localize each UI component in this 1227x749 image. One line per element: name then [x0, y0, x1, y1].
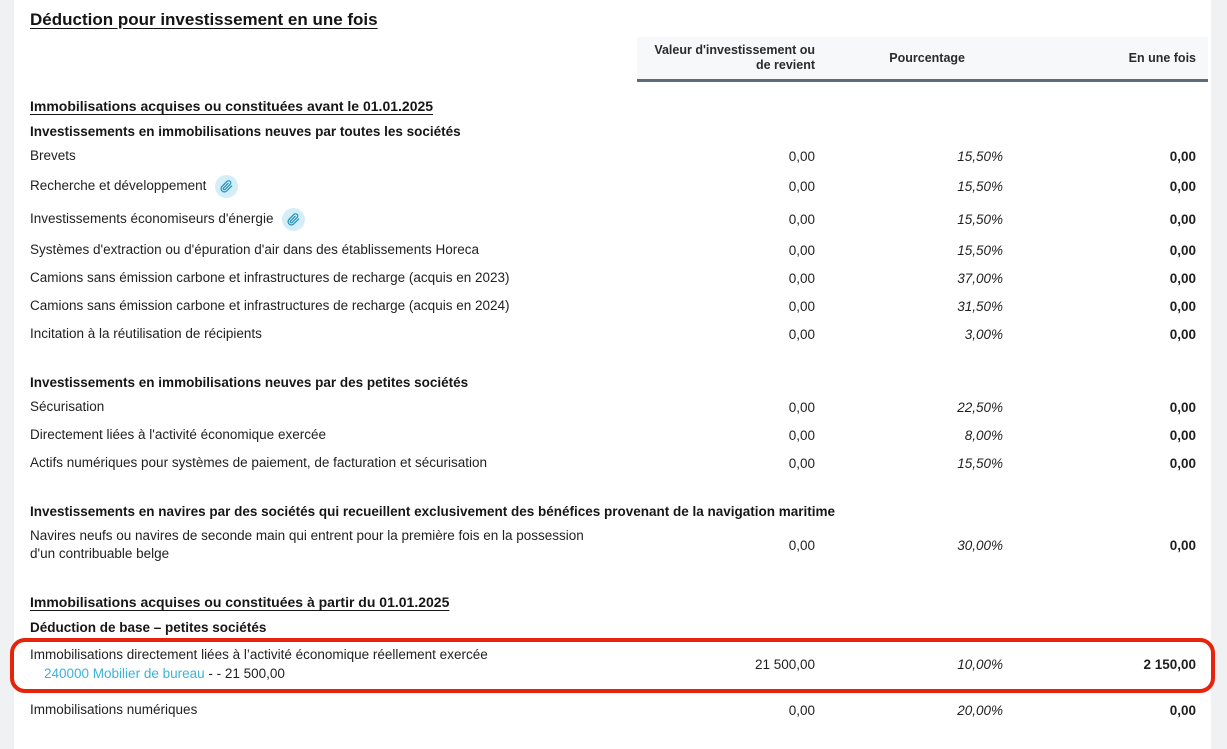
- table-row: [14, 264, 1211, 292]
- once-deduction-cell: 0,00: [1169, 242, 1196, 258]
- table-header: [637, 37, 1208, 82]
- row-label: Recherche et développement: [30, 178, 207, 194]
- percentage-cell: 15,50%: [957, 212, 1003, 227]
- table-row: [14, 522, 1211, 568]
- table-row: [14, 421, 1211, 449]
- percentage-cell: 15,50%: [957, 242, 1003, 258]
- row-label-cell: [30, 646, 637, 683]
- investment-value-cell[interactable]: 0,00: [788, 148, 815, 164]
- row-label: Brevets: [30, 148, 76, 163]
- row-label: Incitation à la réutilisation de récipients: [30, 326, 262, 341]
- percentage-cell: 3,00%: [964, 326, 1003, 342]
- table-row: [14, 320, 1211, 348]
- group-heading: Investissements en immobilisations neuves par des petites sociétés: [30, 375, 469, 390]
- investment-value-cell[interactable]: 0,00: [788, 179, 815, 194]
- once-deduction-cell: 0,00: [1169, 270, 1196, 286]
- account-detail-line: [30, 665, 607, 683]
- row-label: Actifs numériques pour systèmes de paiement, de facturation et sécurisation: [30, 455, 487, 470]
- group-heading: Investissements en immobilisations neuves par toutes les sociétés: [30, 124, 461, 139]
- investment-value-cell[interactable]: 0,00: [788, 455, 815, 471]
- once-deduction-cell: 0,00: [1169, 326, 1196, 342]
- once-deduction-cell: 0,00: [1169, 427, 1196, 443]
- once-deduction-cell: 0,00: [1169, 455, 1196, 471]
- investment-value-cell[interactable]: 21 500,00: [754, 657, 815, 672]
- percentage-cell: 15,50%: [957, 179, 1003, 194]
- highlighted-table-row: [10, 638, 1215, 693]
- table-row: [14, 142, 1211, 170]
- once-deduction-cell: 2 150,00: [1143, 657, 1196, 672]
- once-deduction-cell: 0,00: [1169, 212, 1196, 227]
- row-label-cell: [30, 269, 637, 287]
- row-label: Investissements économiseurs d'énergie: [30, 211, 274, 227]
- investment-value-cell[interactable]: 0,00: [788, 427, 815, 443]
- row-label-cell: [30, 147, 637, 165]
- percentage-cell: 15,50%: [957, 148, 1003, 164]
- percentage-cell: 15,50%: [957, 455, 1003, 471]
- row-label: Systèmes d'extraction ou d'épuration d'air dans des établissements Horeca: [30, 242, 479, 257]
- percentage-cell: 30,00%: [957, 537, 1003, 553]
- investment-value-cell[interactable]: 0,00: [788, 212, 815, 227]
- row-label: Camions sans émission carbone et infrastructures de recharge (acquis en 2023): [30, 270, 510, 285]
- investment-value-cell[interactable]: 0,00: [788, 702, 815, 718]
- section-heading: Immobilisations acquises ou constituées à partir du 01.01.2025: [30, 594, 450, 610]
- once-deduction-cell: 0,00: [1169, 298, 1196, 314]
- percentage-cell: 31,50%: [957, 298, 1003, 314]
- row-label: Immobilisations numériques: [30, 702, 198, 717]
- row-label-cell: [30, 175, 637, 198]
- percentage-cell: 10,00%: [957, 657, 1003, 672]
- row-label-cell: [30, 208, 637, 231]
- table-row: [14, 696, 1211, 724]
- row-label-cell: [30, 297, 637, 315]
- row-label-cell: [30, 454, 637, 472]
- content-card: [14, 0, 1211, 749]
- table-row: [14, 292, 1211, 320]
- once-deduction-cell: 0,00: [1169, 399, 1196, 415]
- percentage-cell: 8,00%: [964, 427, 1003, 443]
- percentage-cell: 20,00%: [957, 702, 1003, 718]
- table-row: [14, 393, 1211, 421]
- row-label: Immobilisations directement liées à l’activité économique réellement exercée: [30, 647, 488, 662]
- percentage-cell: 22,50%: [957, 399, 1003, 415]
- row-label-cell: [30, 426, 637, 444]
- investment-value-cell[interactable]: 0,00: [788, 242, 815, 258]
- once-deduction-cell: 0,00: [1169, 537, 1196, 553]
- row-label-cell: [30, 701, 637, 719]
- once-deduction-cell: 0,00: [1169, 179, 1196, 194]
- table-row: [14, 203, 1211, 236]
- row-label: Sécurisation: [30, 399, 105, 414]
- once-deduction-cell: 0,00: [1169, 148, 1196, 164]
- column-header-once: En une fois: [1128, 50, 1196, 65]
- paperclip-icon[interactable]: [215, 175, 238, 198]
- section-heading: Immobilisations acquises ou constituées avant le 01.01.2025: [30, 98, 434, 114]
- investment-value-cell[interactable]: 0,00: [788, 537, 815, 553]
- table-row: [14, 236, 1211, 264]
- account-link[interactable]: 240000 Mobilier de bureau: [44, 666, 205, 681]
- row-label-cell: [30, 241, 637, 259]
- paperclip-icon[interactable]: [282, 208, 305, 231]
- once-deduction-cell: 0,00: [1169, 702, 1196, 718]
- column-header-percentage: Pourcentage: [889, 50, 965, 65]
- group-heading: Déduction de base – petites sociétés: [30, 620, 267, 635]
- table-body: [14, 98, 1211, 724]
- table-row: [14, 449, 1211, 477]
- group-heading: Investissements en navires par des sociétés qui recueillent exclusivement des bénéfices provenant de la navigation maritime: [30, 504, 836, 519]
- row-label-cell: [30, 398, 637, 416]
- investment-value-cell[interactable]: 0,00: [788, 326, 815, 342]
- percentage-cell: 37,00%: [957, 270, 1003, 286]
- table-row: [14, 170, 1211, 203]
- row-label: Navires neufs ou navires de seconde main qui entrent pour la première fois en la possession d'un contribuable belge: [30, 528, 584, 561]
- page-title: Déduction pour investissement en une fois: [30, 10, 378, 29]
- row-label-cell: [30, 527, 637, 563]
- account-amount: - - 21 500,00: [208, 666, 285, 681]
- row-label-cell: [30, 325, 637, 343]
- investment-value-cell[interactable]: 0,00: [788, 399, 815, 415]
- row-label: Camions sans émission carbone et infrastructures de recharge (acquis en 2024): [30, 298, 510, 313]
- investment-value-cell[interactable]: 0,00: [788, 298, 815, 314]
- investment-value-cell[interactable]: 0,00: [788, 270, 815, 286]
- column-header-investment-value: Valeur d'investissement ou de revient: [654, 43, 815, 72]
- row-label: Directement liées à l'activité économique exercée: [30, 427, 326, 442]
